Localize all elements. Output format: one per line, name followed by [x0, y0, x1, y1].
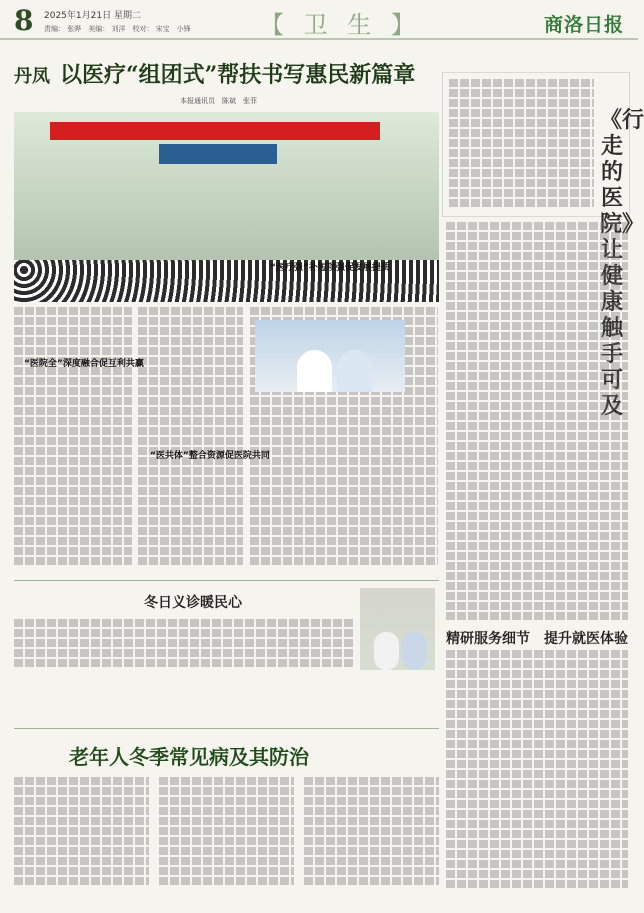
- right-top-body: [449, 79, 594, 211]
- winter-diseases-section: [14, 735, 439, 895]
- winter-diseases-body-right: [304, 777, 439, 889]
- edit-line: 责编： 张晔 美编： 刘洋 校对： 宋宝 小锋: [44, 25, 191, 33]
- subhead-3: “医共体”整合资源促医院共同: [150, 451, 270, 461]
- winter-diseases-body-left: [14, 777, 149, 889]
- winter-diseases-title: 老年人冬季常见病及其防治: [69, 745, 309, 769]
- right-vertical-title: 《行走的医院》让健康触手可及: [600, 108, 644, 419]
- winter-clinic-title: 冬日义诊暖民心: [144, 595, 242, 611]
- paper-logo: 商洛日报: [543, 14, 624, 36]
- right-lower-body: [446, 650, 628, 895]
- winter-diseases-body-middle: [159, 777, 294, 889]
- main-byline: 本报通讯员 陈斌 张菲: [180, 97, 257, 105]
- right-middle-body: [446, 222, 628, 622]
- doctor-photo: [255, 320, 405, 392]
- lower-divider: [14, 728, 439, 729]
- red-banner: [50, 122, 380, 140]
- top-middle-body: [138, 307, 243, 577]
- main-headline: 丹凤 以医疗“组团式”帮扶书写惠民新篇章: [14, 62, 416, 88]
- subhead-2: “医疗强”补短项强促发展提质: [270, 263, 390, 273]
- right-lower-title: 精研服务细节 提升就医体验: [446, 631, 628, 647]
- masthead: [0, 0, 638, 40]
- top-left-body: [14, 307, 132, 577]
- blue-screen: [159, 144, 277, 164]
- page-number: 8: [14, 4, 34, 37]
- subhead-1: “医院全”深度融合促互利共赢: [24, 359, 144, 369]
- middle-divider: [14, 580, 439, 581]
- meeting-photo: [14, 112, 439, 302]
- winter-clinic-body: [14, 619, 354, 664]
- section-title: 【 卫 生 】: [260, 11, 421, 39]
- winter-clinic-photo: [360, 588, 435, 670]
- dateline: 2025年1月21日 星期二: [44, 11, 141, 21]
